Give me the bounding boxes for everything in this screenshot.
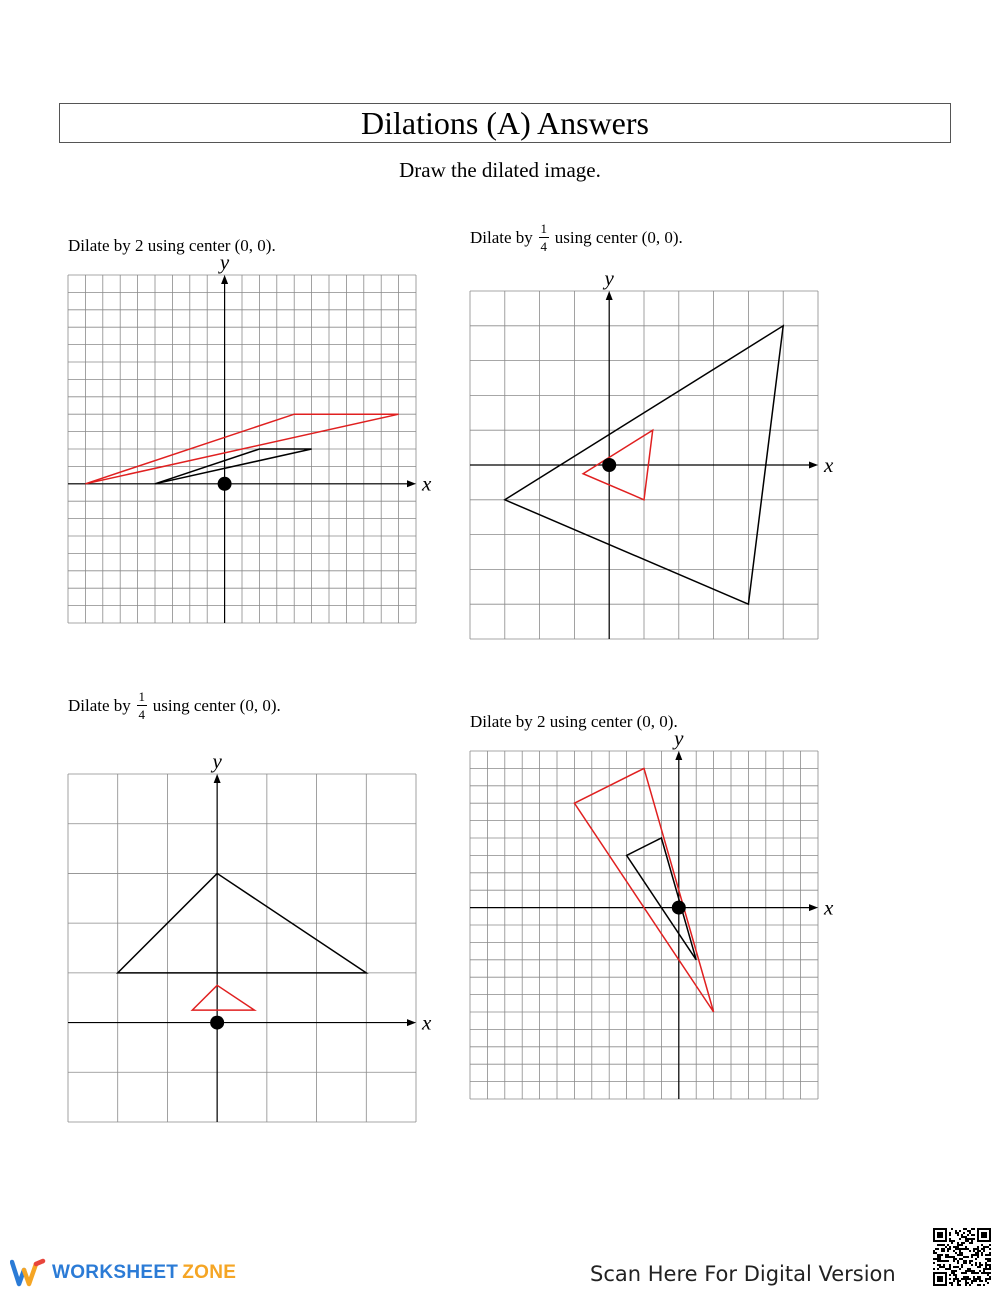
problem-2-fraction: [539, 222, 549, 253]
instructions: Draw the dilated image.: [399, 158, 601, 182]
problem-1-graph: [68, 250, 432, 623]
dilated-image-triangle: [192, 985, 254, 1010]
page-title: Dilations (A) Answers: [361, 105, 649, 141]
center-of-dilation-point: [602, 458, 616, 472]
brand-part1: WORKSHEET: [52, 1262, 179, 1283]
problem-2-graph: [470, 266, 834, 639]
brand-part2: ZONE: [182, 1262, 237, 1283]
y-axis-arrow: [606, 291, 613, 300]
y-axis-arrow: [214, 774, 221, 783]
x-axis-label: x: [824, 895, 834, 920]
center-of-dilation-point: [218, 477, 232, 491]
problem-3-graph: [68, 749, 432, 1122]
problem-4-prompt-text: Dilate by 2 using center (0, 0).: [470, 712, 678, 731]
problem-1-prompt-text: Dilate by 2 using center (0, 0).: [68, 236, 276, 255]
y-axis-label: y: [674, 726, 684, 750]
center-of-dilation-point: [210, 1016, 224, 1030]
problem-2-prompt-post: using center (0, 0).: [554, 227, 683, 247]
problem-3-prompt-post: using center (0, 0).: [152, 695, 281, 715]
problem-3-prompt-pre: Dilate by: [68, 695, 131, 715]
problem-2-frac-den: 4: [540, 239, 548, 254]
logo-w-icon: [10, 1258, 46, 1288]
x-axis-label: x: [824, 452, 834, 477]
problem-2-prompt-pre: Dilate by: [470, 227, 533, 247]
problem-2-frac-num: 1: [540, 221, 548, 236]
problem-1-prompt: [68, 236, 276, 256]
worksheet-zone-logo[interactable]: [10, 1258, 236, 1288]
y-axis-label: y: [604, 266, 614, 290]
title-box: [59, 103, 951, 143]
x-axis-arrow: [407, 1019, 416, 1026]
y-axis-label: y: [219, 250, 230, 274]
y-axis-arrow: [221, 275, 228, 284]
qr-code-icon[interactable]: [933, 1228, 991, 1286]
center-of-dilation-point: [672, 901, 686, 915]
problem-4-prompt: [470, 712, 678, 732]
x-axis-label: x: [422, 471, 432, 496]
x-axis-arrow: [809, 462, 818, 469]
y-axis-label: y: [212, 749, 222, 773]
x-axis-arrow: [809, 904, 818, 911]
problem-3-prompt: [68, 690, 281, 721]
problem-3-frac-num: 1: [138, 689, 146, 704]
y-axis-arrow: [675, 751, 682, 760]
x-axis-label: x: [422, 1010, 432, 1035]
problem-3-fraction: [137, 690, 147, 721]
scan-text: Scan Here For Digital Version: [590, 1262, 896, 1286]
x-axis-arrow: [407, 480, 416, 487]
problem-2-prompt: [470, 222, 683, 253]
problem-4-graph: [470, 726, 834, 1099]
problem-3-frac-den: 4: [138, 707, 146, 722]
